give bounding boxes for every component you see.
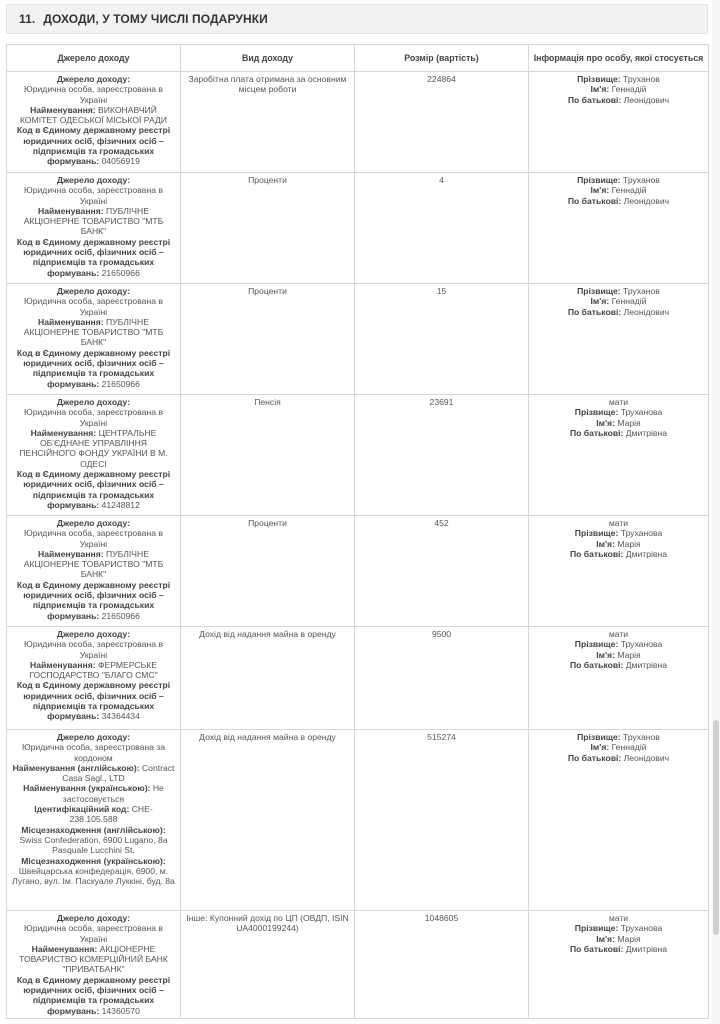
registry-code-value: 04056919 [101,156,140,167]
person-info-cell [529,284,709,395]
income-amount-cell: 4 [355,173,529,284]
income-table [6,44,709,1019]
table-row [7,627,709,730]
table-row [7,173,709,284]
surname-label: Прізвище: [577,286,621,296]
surname-value: Труханов [623,74,660,84]
income-amount-cell: 452 [355,516,529,627]
patronymic-label: По батькові: [567,94,622,105]
name-en-value: Contract Casa Sagl., LTD [62,762,175,784]
income-amount-cell: 23691 [355,395,529,516]
income-type-cell: Інше: Купонний дохід по ЦП (ОВДП, ISIN UA4000199244) [181,911,355,1019]
registry-code-value: 34364434 [101,711,140,722]
surname-label: Прізвище: [574,528,619,539]
source-label: Джерело доходу: [56,629,131,639]
name-ua-label: Найменування (українською): [23,783,151,794]
surname-value: Труханова [620,923,663,934]
surname-label: Прізвище: [577,732,621,742]
income-source-cell [7,72,181,173]
firstname-value: Геннадій [611,185,647,196]
relation: мати [608,397,629,407]
column-header-type: Вид доходу [181,45,355,72]
surname-value: Труханов [623,175,660,185]
registry-code-value: 21650966 [101,610,140,621]
registry-code-label: Код в Єдиному державному реєстрі юридичних осіб, фізичних осіб – підприємців та громадських формувань: [16,125,171,167]
location-ua-value: Швейцарська конфедерація, 6900, м. Лугано, вул. Ім. Паскуале Луккіні, буд. 8а [12,865,175,887]
relation: мати [608,629,629,639]
patronymic-value: Дмитрівна [625,943,667,954]
location-en-value: Swiss Confederation, 6900 Lugano, 8a Pasquale Lucchini St. [19,834,168,856]
income-type-cell: Проценти [181,284,355,395]
column-header-person: Інформація про особу, якої стосується [529,45,709,72]
source-type: Юридична особа, зареєстрована в Україні [24,185,163,206]
name-value: ПУБЛІЧНЕ АКЦІОНЕРНЕ ТОВАРИСТВО "МТБ БАНК" [23,316,164,348]
source-type: Юридична особа, зареєстрована в Україні [24,528,163,549]
firstname-label: Ім'я: [596,538,615,549]
surname-label: Прізвище: [574,923,619,934]
patronymic-value: Леонідович [623,306,670,317]
person-info-cell [529,516,709,627]
name-label: Найменування: [30,104,96,115]
source-label: Джерело доходу: [56,175,131,185]
income-source-cell [7,284,181,395]
registry-code-label: Код в Єдиному державному реєстрі юридичних осіб, фізичних осіб – підприємців та громадських формувань: [16,974,171,1016]
name-label: Найменування: [30,427,97,438]
registry-code-value: 21650966 [101,378,140,389]
source-label: Джерело доходу: [56,397,131,407]
firstname-value: Марія [617,538,641,549]
patronymic-label: По батькові: [567,195,622,206]
income-type-cell: Дохід від надання майна в оренду [181,730,355,911]
patronymic-value: Дмитрівна [625,548,667,559]
location-ua-label: Місцезнаходження (українською): [21,855,166,866]
source-label: Джерело доходу: [56,732,131,742]
registry-code-label: Код в Єдиному державному реєстрі юридичних осіб, фізичних осіб – підприємців та громадських формувань: [16,579,171,621]
person-info-cell [529,730,709,911]
surname-label: Прізвище: [574,639,619,650]
column-header-source: Джерело доходу [7,45,181,72]
person-info-cell [529,173,709,284]
table-row [7,730,709,911]
id-code-label: Ідентифікаційний код: [34,804,130,815]
surname-value: Труханова [620,528,663,539]
surname-value: Труханов [623,732,660,742]
source-type: Юридична особа, зареєстрована в Україні [24,923,163,944]
name-value: ВИКОНАВЧИЙ КОМІТЕТ ОДЕСЬКОЇ МІСЬКОЇ РАДИ [20,104,167,126]
table-row [7,395,709,516]
name-label: Найменування: [30,659,96,670]
registry-code-label: Код в Єдиному державному реєстрі юридичних осіб, фізичних осіб – підприємців та громадських формувань: [16,236,171,278]
person-info-cell [529,395,709,516]
section-title: ДОХОДИ, У ТОМУ ЧИСЛІ ПОДАРУНКИ [43,12,268,26]
table-row [7,72,709,173]
income-amount-cell: 224864 [355,72,529,173]
table-header-row [7,45,709,72]
name-value: ЦЕНТРАЛЬНЕ ОБ'ЄДНАНЕ УПРАВЛІННЯ ПЕНСІЙНОГО ФОНДУ УКРАЇНИ В М. ОДЕСІ [19,427,168,469]
source-label: Джерело доходу: [56,913,131,923]
name-ua-value: Не застосовується [62,783,164,804]
name-label: Найменування: [38,548,104,559]
scrollbar-thumb[interactable] [713,720,719,935]
patronymic-label: По батькові: [567,752,622,763]
surname-label: Прізвище: [574,407,619,418]
income-type-cell: Дохід від надання майна в оренду [181,627,355,730]
firstname-value: Марія [617,933,641,944]
relation: мати [608,913,629,923]
name-label: Найменування: [38,316,104,327]
name-value: ФЕРМЕРСЬКЕ ГОСПОДАРСТВО "БЛАГО СМС" [29,659,158,681]
patronymic-label: По батькові: [569,548,624,559]
patronymic-value: Леонідович [623,195,670,206]
person-info-cell [529,627,709,730]
firstname-value: Марія [617,417,641,428]
table-row [7,911,709,1019]
location-en-label: Місцезнаходження (англійською): [21,824,166,835]
registry-code-label: Код в Єдиному державному реєстрі юридичних осіб, фізичних осіб – підприємців та громадських формувань: [16,347,171,389]
firstname-label: Ім'я: [590,742,610,753]
income-table-wrapper [6,44,708,1019]
firstname-label: Ім'я: [590,185,610,196]
source-type: Юридична особа, зареєстрована в Україні [24,407,163,428]
firstname-value: Геннадій [611,84,647,95]
firstname-value: Марія [617,649,641,660]
surname-label: Прізвище: [577,175,621,185]
firstname-label: Ім'я: [596,933,615,944]
income-amount-cell: 9500 [355,627,529,730]
column-header-amount: Розмір (вартість) [355,45,529,72]
source-type: Юридична особа, зареєстрована за кордоном [21,742,166,763]
income-source-cell [7,911,181,1019]
section-number: 11. [19,12,36,26]
registry-code-value: 21650966 [101,267,140,278]
name-value: АКЦІОНЕРНЕ ТОВАРИСТВО КОМЕРЦІЙНИЙ БАНК "ПРИВАТБАНК" [19,943,168,975]
patronymic-label: По батькові: [569,659,624,670]
registry-code-label: Код в Єдиному державному реєстрі юридичних осіб, фізичних осіб – підприємців та громадських формувань: [16,469,171,510]
surname-value: Труханова [620,407,663,418]
person-info-cell [529,911,709,1019]
name-en-label: Найменування (англійською): [12,762,140,773]
surname-value: Труханов [623,286,660,296]
name-value: ПУБЛІЧНЕ АКЦІОНЕРНЕ ТОВАРИСТВО "МТБ БАНК" [23,205,164,237]
patronymic-value: Дмитрівна [625,659,667,670]
firstname-value: Геннадій [611,742,647,753]
person-info-cell [529,72,709,173]
table-row [7,284,709,395]
patronymic-value: Леонідович [623,94,670,105]
firstname-label: Ім'я: [596,649,615,660]
income-amount-cell: 15 [355,284,529,395]
income-type-cell: Проценти [181,516,355,627]
source-type: Юридична особа, зареєстрована в Україні [24,639,163,660]
source-label: Джерело доходу: [56,518,131,528]
income-source-cell [7,627,181,730]
income-source-cell [7,730,181,911]
surname-value: Труханова [620,639,663,650]
income-source-cell [7,173,181,284]
name-label: Найменування: [31,943,98,954]
income-source-cell [7,516,181,627]
registry-code-label: Код в Єдиному державному реєстрі юридичних осіб, фізичних осіб – підприємців та громадських формувань: [16,680,171,722]
name-value: ПУБЛІЧНЕ АКЦІОНЕРНЕ ТОВАРИСТВО "МТБ БАНК" [23,548,164,580]
id-code-value: CHE-238.105.588 [69,804,153,825]
patronymic-label: По батькові: [569,943,624,954]
patronymic-value: Леонідович [623,752,670,763]
firstname-value: Геннадій [611,296,647,307]
surname-label: Прізвище: [577,74,621,84]
name-label: Найменування: [38,205,104,216]
income-type-cell: Проценти [181,173,355,284]
patronymic-value: Дмитрівна [625,427,667,438]
firstname-label: Ім'я: [590,296,610,307]
income-type-cell: Заробітна плата отримана за основним місцем роботи [181,72,355,173]
source-type: Юридична особа, зареєстрована в Україні [24,296,163,317]
registry-code-value: 14360570 [101,1005,140,1016]
source-label: Джерело доходу: [56,74,131,84]
income-amount-cell: 515274 [355,730,529,911]
income-amount-cell: 1048605 [355,911,529,1019]
section-header [6,4,708,34]
registry-code-value: 41248812 [101,499,140,510]
income-source-cell [7,395,181,516]
table-row [7,516,709,627]
patronymic-label: По батькові: [567,306,622,317]
income-type-cell: Пенсія [181,395,355,516]
firstname-label: Ім'я: [596,417,615,428]
source-label: Джерело доходу: [56,286,131,296]
patronymic-label: По батькові: [569,427,624,438]
firstname-label: Ім'я: [590,84,610,95]
source-type: Юридична особа, зареєстрована в Україні [24,84,163,105]
relation: мати [608,518,629,528]
